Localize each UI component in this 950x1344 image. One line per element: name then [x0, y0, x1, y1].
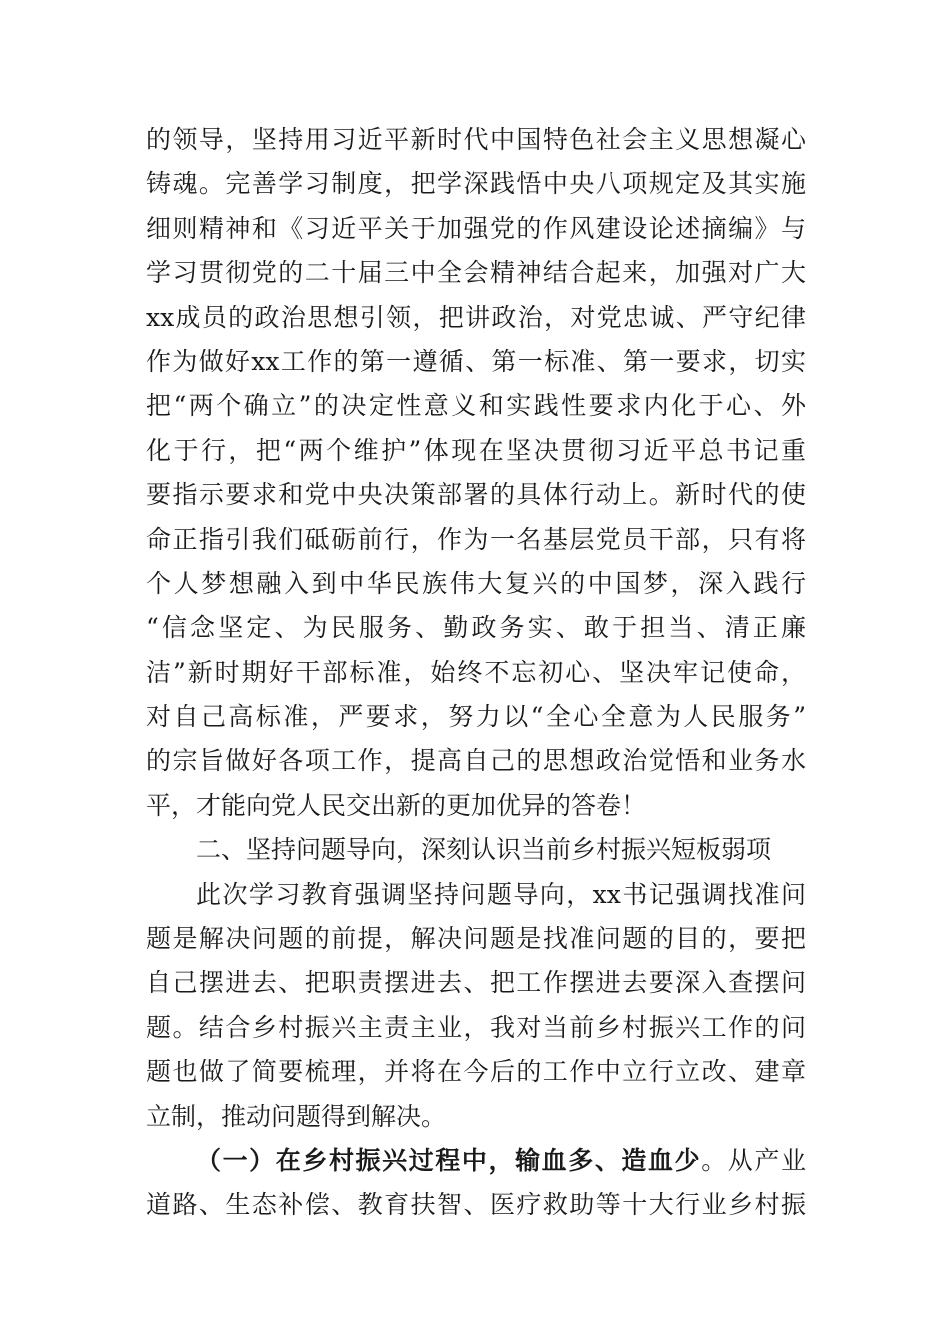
text-line: 洁”新时期好干部标准，始终不忘初心、坚决牢记使命， — [146, 657, 806, 687]
section-heading: 二、坚持问题导向，深刻认识当前乡村振兴短板弱项 — [196, 835, 772, 865]
text-line: 把“两个确立”的决定性意义和实践性要求内化于心、外 — [146, 391, 806, 421]
text-line: 要指示要求和党中央决策部署的具体行动上。新时代的使 — [146, 480, 806, 510]
text-line: 题也做了简要梳理，并将在今后的工作中立行立改、建章 — [146, 1057, 806, 1087]
body-text — [146, 118, 806, 1228]
text-line: 作为做好xx工作的第一遵循、第一标准、第一要求，切实 — [146, 346, 806, 376]
text-line: 自己摆进去、把职责摆进去、把工作摆进去要深入查摆问 — [146, 968, 806, 998]
text-line: 题。结合乡村振兴主责主业，我对当前乡村振兴工作的问 — [146, 1012, 806, 1042]
sub-heading-rest: 。从产业 — [701, 1145, 806, 1175]
text-line: 化于行，把“两个维护”体现在坚决贯彻习近平总书记重 — [146, 435, 806, 465]
text-line: 个人梦想融入到中华民族伟大复兴的中国梦，深入践行 — [146, 568, 806, 598]
text-line: xx成员的政治思想引领，把讲政治，对党忠诚、严守纪律 — [146, 302, 806, 332]
sub-heading-line — [146, 1139, 806, 1183]
text-line: 学习贯彻党的二十届三中全会精神结合起来，加强对广大 — [146, 258, 806, 288]
text-line: 题是解决问题的前提，解决问题是找准问题的目的，要把 — [146, 924, 806, 954]
text-line: 平，才能向党人民交出新的更加优异的答卷！ — [146, 790, 647, 820]
text-line: 的领导，坚持用习近平新时代中国特色社会主义思想凝心 — [146, 125, 806, 154]
sub-heading-bold: （一）在乡村振兴过程中，输血多、造血少 — [196, 1145, 702, 1175]
text-line: 对自己高标准，严要求，努力以“全心全意为人民服务” — [146, 702, 806, 732]
text-line: 铸魂。完善学习制度，把学深践悟中央八项规定及其实施 — [146, 169, 806, 199]
text-line: “信念坚定、为民服务、勤政务实、敢于担当、清正廉 — [146, 613, 806, 643]
text-line: 此次学习教育强调坚持问题导向，xx书记强调找准问 — [196, 879, 806, 909]
text-line: 细则精神和《习近平关于加强党的作风建设论述摘编》与 — [146, 213, 806, 243]
text-line: 道路、生态补偿、教育扶智、医疗救助等十大行业乡村振 — [146, 1190, 806, 1220]
text-line: 命正指引我们砥砺前行，作为一名基层党员干部，只有将 — [146, 524, 806, 554]
text-line: 立制，推动问题得到解决。 — [146, 1101, 447, 1131]
text-line: 的宗旨做好各项工作，提高自己的思想政治觉悟和业务水 — [146, 746, 806, 776]
